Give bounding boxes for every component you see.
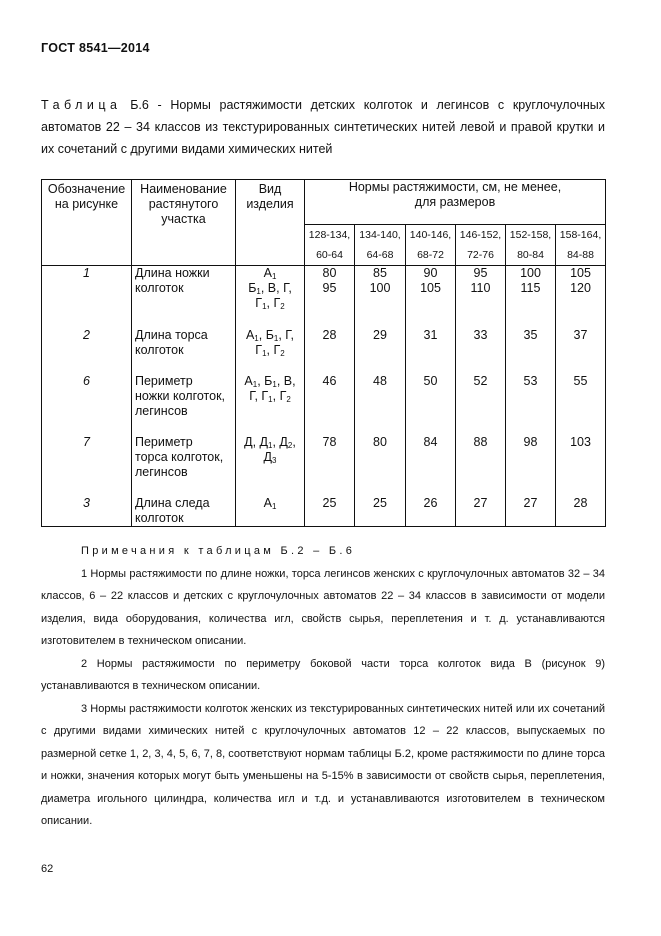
product-kind: $А_1$, $Б_1$, Г, $Г_1$, $Г_2$ xyxy=(236,328,305,374)
area-name: Длина торса колготок xyxy=(132,328,236,374)
norm-value: 25 xyxy=(355,496,406,527)
area-name: Длина ножки колготок xyxy=(132,266,236,329)
table-row xyxy=(42,496,606,527)
header-figure: Обозначение на рисунке xyxy=(42,180,132,266)
norm-value: 85 100 xyxy=(355,266,406,329)
size-header: 134-140, 64-68 xyxy=(355,225,406,266)
notes-section xyxy=(41,540,605,833)
norm-value: 48 xyxy=(355,374,406,435)
size-header: 128-134, 60-64 xyxy=(305,225,355,266)
size-header: 140-146, 68-72 xyxy=(406,225,456,266)
figure-number: 1 xyxy=(42,266,132,329)
area-name: Периметр ножки колготок, легинсов xyxy=(132,374,236,435)
header-name: Наименование растянутого участка xyxy=(132,180,236,266)
figure-number: 3 xyxy=(42,496,132,527)
norm-value: 28 xyxy=(556,496,606,527)
product-kind: $А_1$ xyxy=(236,496,305,527)
size-header: 146-152, 72-76 xyxy=(456,225,506,266)
norm-value: 26 xyxy=(406,496,456,527)
area-name: Периметр торса колготок, легинсов xyxy=(132,435,236,496)
note-item: 1 Нормы растяжимости по длине ножки, торса легинсов женских с круглочулочных автоматов 32 – 34 классов, 6 – 22 классов и детских с круглочулочных автоматов 22 – 34 классов в зависимости от модели изделия, вида оборудования, количества игл, свойств сырья, переплетения и т. д. устанавливаются изготовителем в техническом описании. xyxy=(41,567,605,647)
norm-value: 98 xyxy=(506,435,556,496)
norm-value: 103 xyxy=(556,435,606,496)
header-kind: Вид изделия xyxy=(236,180,305,266)
norm-value: 50 xyxy=(406,374,456,435)
norm-value: 28 xyxy=(305,328,355,374)
norm-value: 46 xyxy=(305,374,355,435)
norm-value: 80 95 xyxy=(305,266,355,329)
norm-value: 78 xyxy=(305,435,355,496)
stretch-norms-table xyxy=(41,179,606,527)
norm-value: 33 xyxy=(456,328,506,374)
note-item: 2 Нормы растяжимости по периметру боковой части торса колготок вида В (рисунок 9) устанавливаются в техническом описании. xyxy=(41,657,605,692)
norm-value: 35 xyxy=(506,328,556,374)
norm-value: 100 115 xyxy=(506,266,556,329)
norm-value: 90 105 xyxy=(406,266,456,329)
norm-value: 27 xyxy=(506,496,556,527)
header-norms: Нормы растяжимости, см, не менее, для размеров xyxy=(305,180,606,225)
product-kind: Д, $Д_1$, $Д_2$, $Д_3$ xyxy=(236,435,305,496)
product-kind: $А_1$ $Б_1$, В, Г, $Г_1$, $Г_2$ xyxy=(236,266,305,329)
norm-value: 84 xyxy=(406,435,456,496)
size-header: 158-164, 84-88 xyxy=(556,225,606,266)
notes-title: Примечания к таблицам Б.2 – Б.6 xyxy=(81,545,356,557)
document-header: ГОСТ 8541—2014 xyxy=(41,41,150,55)
norm-value: 27 xyxy=(456,496,506,527)
figure-number: 6 xyxy=(42,374,132,435)
norm-value: 53 xyxy=(506,374,556,435)
norm-value: 95 110 xyxy=(456,266,506,329)
caption-label: Таблица xyxy=(41,98,122,112)
figure-number: 2 xyxy=(42,328,132,374)
norm-value: 37 xyxy=(556,328,606,374)
norm-value: 52 xyxy=(456,374,506,435)
caption-number: Б.6 - xyxy=(130,98,162,112)
note-item: 3 Нормы растяжимости колготок женских из текстурированных синтетических нитей или их сочетаний с другими видами химических нитей с круглочулочных автоматов 12 – 22 классов, выпускаемых по размерной сетке 1, 2, 3, 4, 5, 6, 7, 8, соответствуют нормам таблицы Б.2, кроме растяжимости по длине торса и ножки, значения которых могут быть уменьшены на 5-15% в зависимости от свойств сырья, переплетения, диаметра игольного цилиндра, количества игл и т.д. и устанавливаются изготовителем в техническом описании. xyxy=(41,702,605,827)
norm-value: 55 xyxy=(556,374,606,435)
table-row xyxy=(42,328,606,374)
figure-number: 7 xyxy=(42,435,132,496)
table-row xyxy=(42,266,606,329)
page-number: 62 xyxy=(41,863,54,875)
table-row xyxy=(42,435,606,496)
norm-value: 80 xyxy=(355,435,406,496)
area-name: Длина следа колготок xyxy=(132,496,236,527)
caption-text: Нормы растяжимости детских колготок и легинсов с круглочулочных автоматов 22 – 34 классов из текстурированных синтетических нитей левой и правой крутки и их сочетаний с другими видами химических нитей xyxy=(41,98,605,156)
norm-value: 31 xyxy=(406,328,456,374)
norm-value: 25 xyxy=(305,496,355,527)
size-header: 152-158, 80-84 xyxy=(506,225,556,266)
norm-value: 105 120 xyxy=(556,266,606,329)
norm-value: 88 xyxy=(456,435,506,496)
table-row xyxy=(42,374,606,435)
norm-value: 29 xyxy=(355,328,406,374)
table-caption xyxy=(41,94,605,160)
product-kind: $А_1$, $Б_1$, В, Г, $Г_1$, $Г_2$ xyxy=(236,374,305,435)
